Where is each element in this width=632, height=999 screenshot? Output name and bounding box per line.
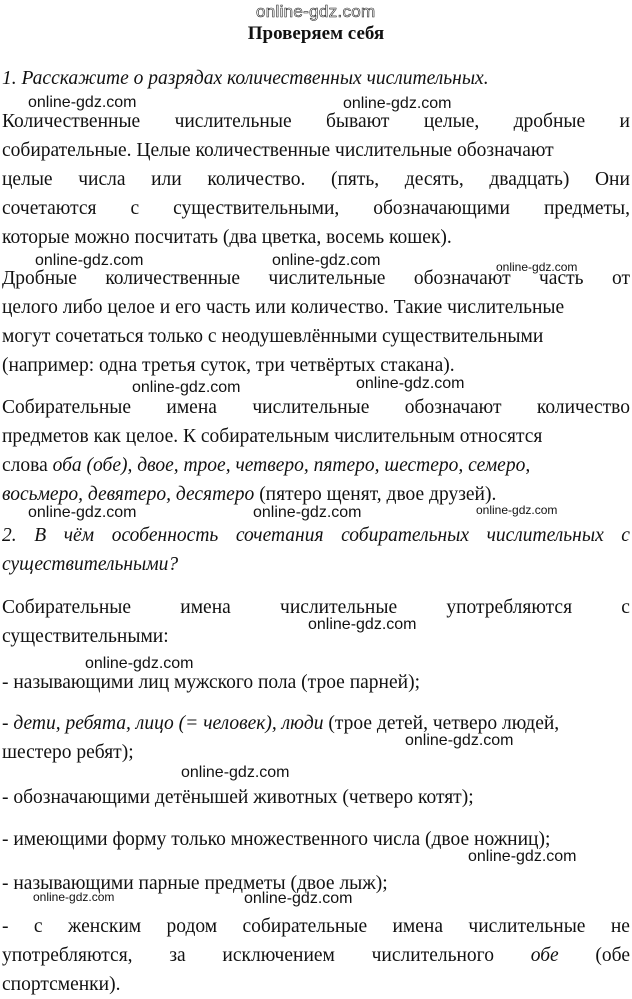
watermark: online-gdz.com [256,2,376,21]
watermark: online-gdz.com [28,504,137,521]
watermark: online-gdz.com [496,260,578,274]
paragraph-line: которые можно посчитать (два цветка, восемь кошек). [2,227,452,248]
paragraph-line: Дробные количественные числительные обозначают часть от [2,268,630,289]
word: целые, [423,111,480,132]
paragraph-line: восьмеро, девятеро, десятеро (пятеро щенят, двое друзей). [2,484,497,505]
paragraph-line: (например: одна третья суток, три четвёртых стакана). [2,355,455,376]
watermark: online-gdz.com [33,890,115,904]
paragraph-1 [2,107,630,252]
word: дробные [513,111,586,132]
paragraph-line [2,107,630,136]
question-2 [2,521,630,579]
paragraph-line: собирательные. Целые количественные числительные обозначают [2,140,554,161]
question-2-line: 2. В чём особенность сочетания собирательных числительных с [2,525,630,546]
watermark: online-gdz.com [132,379,241,396]
list-item: - называющими парные предметы (двое лыж); [2,873,388,894]
paragraph-line: слова оба (обе), двое, трое, четверо, пятеро, шестеро, семеро, [2,455,531,476]
list-item: - имеющими форму только множественного числа (двое ножниц); [2,829,551,850]
page-title: Проверяем себя [247,23,385,44]
watermark: online-gdz.com [253,504,362,521]
word: и [619,111,630,132]
watermark: online-gdz.com [405,732,514,749]
watermark: online-gdz.com [468,848,577,865]
paragraph-line: целые числа или количество. (пять, десять, двадцать) Они [2,169,630,190]
watermark: online-gdz.com [85,655,194,672]
watermark: online-gdz.com [356,375,465,392]
question-2-line: существительными? [2,554,179,575]
question-1 [2,64,630,93]
word: числительные [174,111,292,132]
watermark: online-gdz.com [343,95,452,112]
word: Количественные [2,111,141,132]
watermark: online-gdz.com [28,94,137,111]
list-item: - дети, ребята, лицо (= человек), люди (трое детей, четверо людей, шестеро ребят); [2,713,560,763]
paragraph-line: предметов как целое. К собирательным числительным относятся [2,426,543,447]
list-item: - с женским родом собирательные имена числительные не употребляются, за исключением числительного обе (обе спортсменки). [2,916,630,995]
watermark: online-gdz.com [308,616,417,633]
watermark: online-gdz.com [476,503,558,517]
watermark: online-gdz.com [244,890,353,907]
list-item: - обозначающими детёнышей животных (четверо котят); [2,787,474,808]
list-item: - называющими лиц мужского пола (трое парней); [2,672,420,693]
watermark: online-gdz.com [35,252,144,269]
paragraph-line: существительными: [2,626,169,647]
paragraph-3 [2,393,630,509]
paragraph-line: Собирательные имена числительные обозначают количество [2,397,630,418]
paragraph-line: сочетаются с существительными, обозначающими предметы, [2,198,630,219]
paragraph-line: целого либо целое и его часть или количество. Такие числительные [2,297,565,318]
question-1-text: 1. Расскажите о разрядах количественных числительных. [2,68,489,89]
paragraph-line: Собирательные имена числительные употребляются с [2,597,630,618]
watermark: online-gdz.com [181,764,290,781]
paragraph-2 [2,264,630,380]
word: бывают [325,111,390,132]
paragraph-line: могут сочетаться только с неодушевлёнными существительными [2,326,544,347]
watermark: online-gdz.com [272,252,381,269]
